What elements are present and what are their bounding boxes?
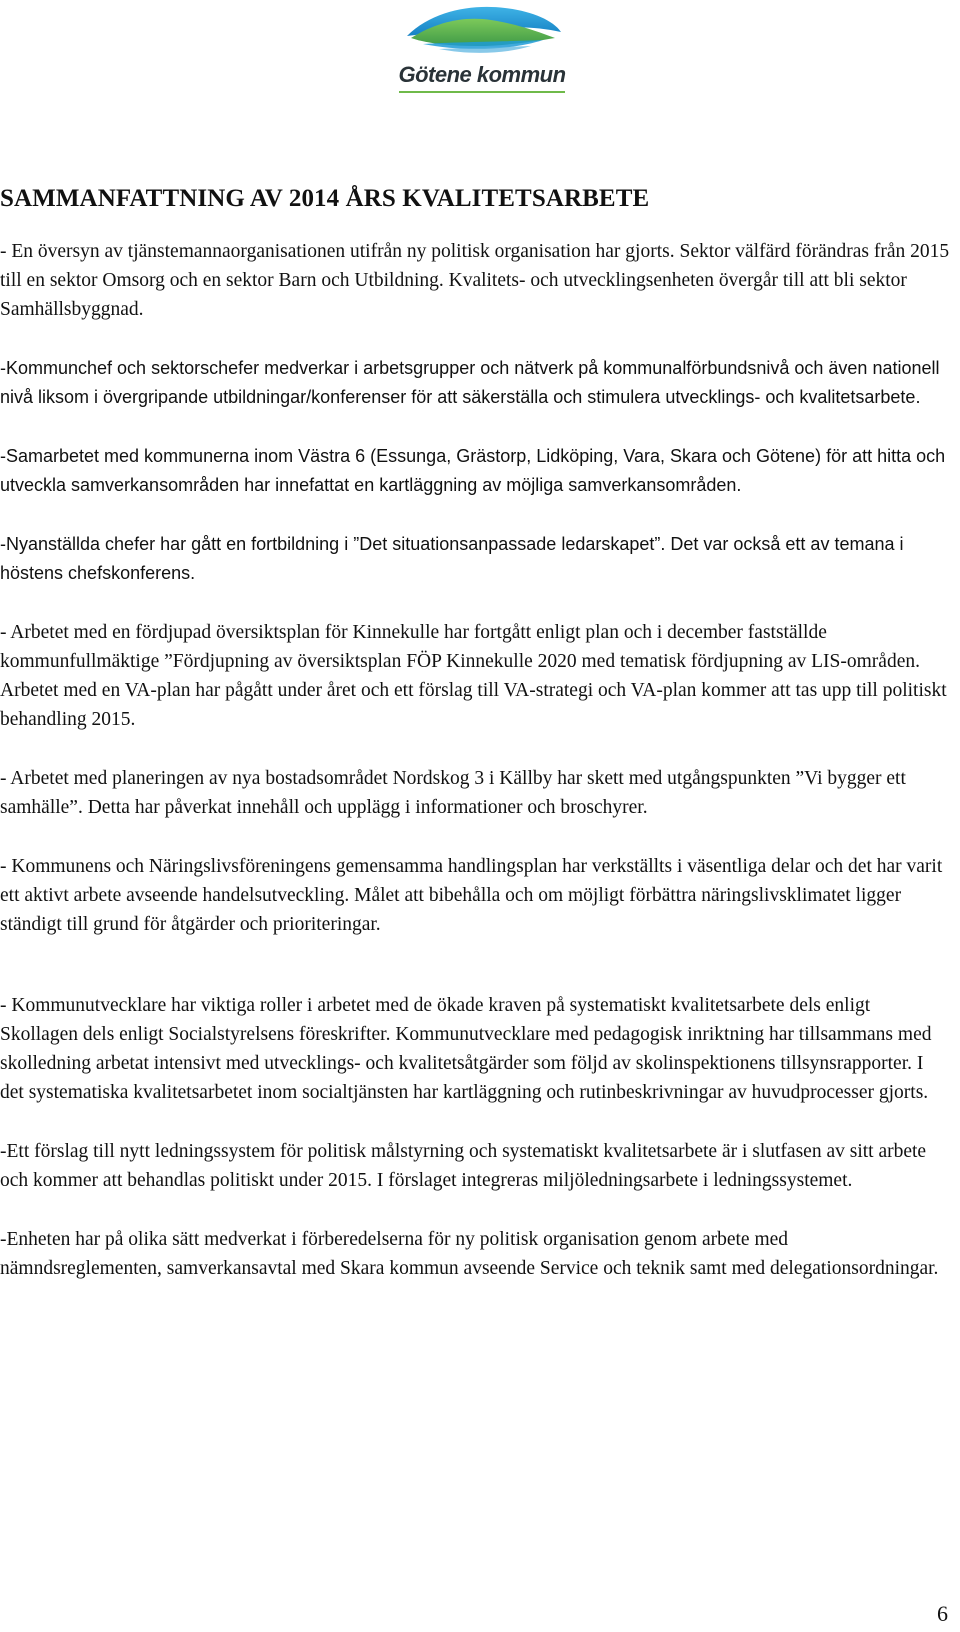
paragraph-enheten: -Enheten har på olika sätt medverkat i förberedelserna för ny politisk organisation genom arbete med nämndsreglementen, samverkansavtal med Skara kommun avseende Service och teknik samt med delegationsordningar. <box>0 1229 939 1279</box>
logo-text: Götene kommun <box>398 62 566 87</box>
gotene-kommun-logo <box>393 2 571 102</box>
page-number: 6 <box>937 1601 948 1626</box>
paragraph-naringsliv: - Kommunens och Näringslivsföreningens gemensamma handlingsplan har verkställts i väsentliga delar och det har varit ett aktivt arbete avseende handelsutveckling. Målet att bibehålla och om möjligt förbättra näringslivsklimatet ligger ständigt till grund för åtgärder och prioriteringar. <box>0 856 943 935</box>
paragraph-organisation-review: - En översyn av tjänstemannaorganisationen utifrån ny politisk organisation har gjorts. Sektor välfärd förändras från 2015 till en sektor Omsorg och en sektor Barn och Utbildning. Kvalitets- och utvecklingsenheten övergår till att bli sektor Samhällsbyggnad. <box>0 241 950 320</box>
paragraph-ledningssystem: -Ett förslag till nytt ledningssystem för politisk målstyrning och systematiskt kvalitetsarbete är i slutfasen av sitt arbete och kommer att behandlas politiskt under 2015. I förslaget integreras miljöledningsarbete i ledningssystemet. <box>0 1141 927 1191</box>
paragraph-nordskog: - Arbetet med planeringen av nya bostadsområdet Nordskog 3 i Källby har skett med utgångspunkten ”Vi bygger ett samhälle”. Detta har påverkat innehåll och upplägg i informationer och broschyrer. <box>0 768 906 818</box>
landscape-logo-icon <box>393 2 571 64</box>
page-title: SAMMANFATTNING AV 2014 ÅRS KVALITETSARBETE <box>0 185 650 212</box>
paragraph-kommunutvecklare: - Kommunutvecklare har viktiga roller i arbetet med de ökade kraven på systematiskt kvalitetsarbete dels enligt Skollagen dels enligt Socialstyrelsens föreskrifter. Kommunutvecklare med pedagogisk inriktning har tillsammans med skolledning arbetat intensivt med utvecklings- och kvalitetsåtgärder som följd av skolinspektionens tillsynsrapporter. I det systematiska kvalitetsarbetet inom socialtjänsten har kartläggning och rutinbeskrivningar av huvudprocesser gjorts. <box>0 995 932 1103</box>
paragraph-networks: -Kommunchef och sektorschefer medverkar i arbetsgrupper och nätverk på kommunalförbundsnivå och även nationell nivå liksom i övergripande utbildningar/konferenser för att säkerställa och stimulera utvecklings- och kvalitetsarbete. <box>0 358 940 407</box>
document-body <box>0 183 950 1313</box>
paragraph-leadership-training: -Nyanställda chefer har gått en fortbildning i ”Det situationsanpassade ledarskapet”. Det var också ett av temana i höstens chefskonferens. <box>0 534 904 583</box>
paragraph-kinnekulle-plan: - Arbetet med en fördjupad översiktsplan för Kinnekulle har fortgått enligt plan och i december fastställde kommunfullmäktige ”Fördjupning av översiktsplan FÖP Kinnekulle 2020 med tematisk fördjupning av LIS-områden. Arbetet med en VA-plan har pågått under året och ett förslag till VA-strategi och VA-plan kommer att tas upp till politiskt behandling 2015. <box>0 622 947 730</box>
paragraph-vastra-6: -Samarbetet med kommunerna inom Västra 6 (Essunga, Grästorp, Lidköping, Vara, Skara och Götene) för att hitta och utveckla samverkansområden har innefattat en kartläggning av möjliga samverkansområden. <box>0 446 946 495</box>
logo-underline <box>399 91 565 93</box>
